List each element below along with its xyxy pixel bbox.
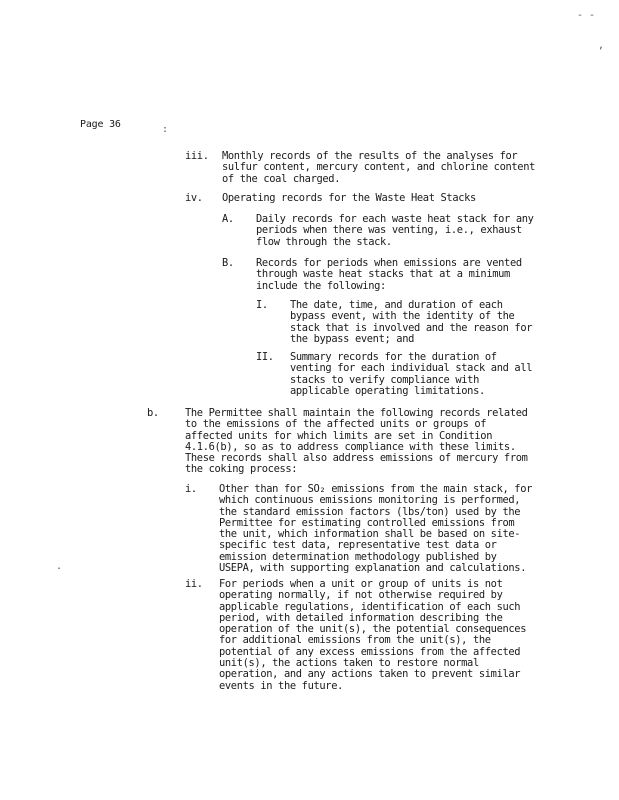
- item-b-text: The Permittee shall maintain the following records related to the emissions of the affected units or groups of affected units for which limits are set in Condition 4.1.6(b), so as to address compliance with these limits. These records shall also address emissions of mercury from the coking process:: [185, 407, 528, 476]
- item-b-ii-label: ii.: [185, 578, 203, 590]
- page-number: Page 36: [80, 119, 121, 130]
- item-iv-b-text: Records for periods when emissions are vented through waste heat stacks that at a minimum include the following:: [256, 257, 522, 292]
- item-iii-label: iii.: [185, 150, 209, 162]
- item-iv-label: iv.: [185, 192, 203, 204]
- item-iv-b-i-label: I.: [256, 299, 268, 311]
- item-iv-heading: Operating records for the Waste Heat Stacks: [222, 192, 476, 204]
- item-iv-a-text: Daily records for each waste heat stack for any periods when there was venting, i.e., exhaust flow through the stack.: [256, 213, 534, 248]
- scan-mark-left: :: [162, 124, 169, 135]
- item-b-label: b.: [147, 407, 159, 419]
- item-iv-b-ii-text: Summary records for the duration of venting for each individual stack and all stacks to verify compliance with applicable operating limitations.: [290, 351, 533, 397]
- scan-mark-top: - -: [577, 10, 596, 21]
- scan-mark-corner: ,: [598, 40, 605, 51]
- item-iv-b-ii-label: II.: [256, 351, 274, 363]
- item-b-ii-text: For periods when a unit or group of units is not operating normally, if not otherwise required by applicable regulations, identification of each such period, with detailed information describing the operation of the unit(s), the potential consequences for additional emissions from the unit(s), the potential of any excess emissions from the affected unit(s), the actions taken to restore normal operation, and any actions taken to prevent similar events in the future.: [219, 578, 527, 692]
- scan-mark-margin: .: [56, 561, 63, 572]
- item-b-i-text: Other than for SO₂ emissions from the main stack, for which continuous emissions monitoring is performed, the standard emission factors (lbs/ton) used by the Permittee for estimating controlled emissions from the unit, which information shall be based on site- specific test data, representative test data or emission determination methodology published by USEPA, with supporting explanation and calculations.: [219, 483, 533, 575]
- item-iii-text: Monthly records of the results of the analyses for sulfur content, mercury content, and chlorine content of the coal charged.: [222, 150, 536, 185]
- item-b-i-label: i.: [185, 483, 197, 495]
- item-iv-b-i-text: The date, time, and duration of each bypass event, with the identity of the stack that is involved and the reason for the bypass event; and: [290, 299, 533, 345]
- item-iv-b-label: B.: [222, 257, 234, 269]
- item-iv-a-label: A.: [222, 213, 234, 225]
